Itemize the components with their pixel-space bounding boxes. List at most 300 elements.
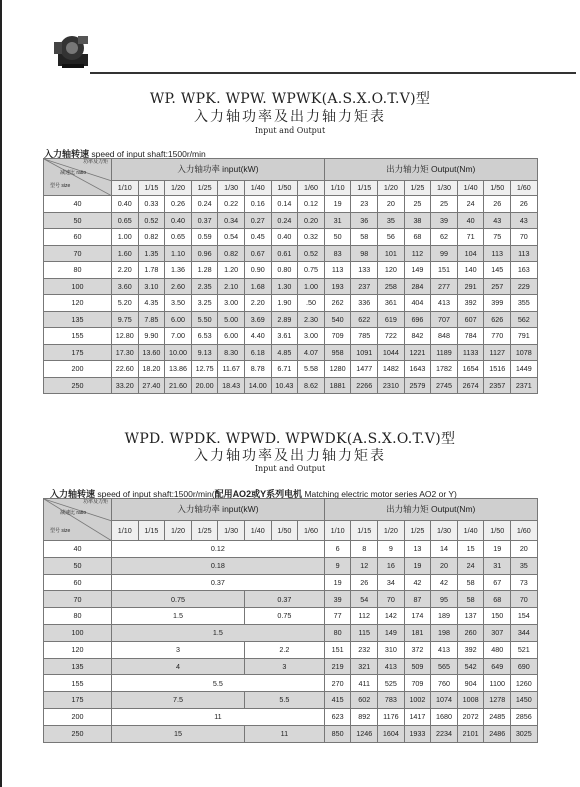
ratio-header-cell: 1/15 (351, 181, 378, 196)
input-cell: 20.00 (191, 377, 218, 394)
output-cell: 260 (457, 624, 484, 641)
table-row (44, 641, 538, 658)
output-cell: 68 (404, 229, 431, 246)
section2-subtitle: 入力轴功率及出力轴力矩表 (194, 448, 386, 464)
output-cell: 892 (351, 708, 378, 725)
ratio-header-cell: 1/40 (244, 521, 271, 541)
output-cell: 58 (351, 229, 378, 246)
output-cell: 2310 (378, 377, 405, 394)
output-cell: 54 (351, 591, 378, 608)
output-cell: 140 (457, 262, 484, 279)
table-row (44, 574, 538, 591)
input-cell: 8.30 (218, 344, 245, 361)
input-merged-cell: 11 (244, 725, 324, 742)
input-cell: 9.90 (138, 328, 165, 345)
table-row (44, 725, 538, 742)
input-cell: 2.20 (112, 262, 139, 279)
input-merged-cell: 0.37 (244, 591, 324, 608)
input-cell: 9.75 (112, 311, 139, 328)
output-cell: 1280 (324, 361, 351, 378)
input-cell: 0.82 (138, 229, 165, 246)
input-cell: 5.50 (191, 311, 218, 328)
section2-table (43, 498, 538, 743)
input-cell: 33.20 (112, 377, 139, 394)
output-cell: 2579 (404, 377, 431, 394)
output-cell: 696 (404, 311, 431, 328)
output-cell: 1221 (404, 344, 431, 361)
input-cell: 0.14 (271, 196, 298, 213)
output-cell: 1246 (351, 725, 378, 742)
output-cell: 1091 (351, 344, 378, 361)
output-cell: 115 (351, 624, 378, 641)
output-cell: 1133 (457, 344, 484, 361)
output-cell: 1782 (431, 361, 458, 378)
input-cell: 0.61 (271, 245, 298, 262)
input-cell: 7.00 (165, 328, 192, 345)
input-cell: 4.07 (298, 344, 325, 361)
input-merged-cell: 1.5 (112, 608, 245, 625)
output-cell: 24 (457, 557, 484, 574)
input-cell: 0.27 (244, 212, 271, 229)
output-cell: 770 (484, 328, 511, 345)
output-cell: 540 (324, 311, 351, 328)
output-cell: 722 (378, 328, 405, 345)
size-cell: 120 (44, 641, 112, 658)
size-cell: 200 (44, 361, 112, 378)
ratio-header-cell: 1/30 (218, 181, 245, 196)
output-cell: 73 (511, 574, 538, 591)
table-row (44, 278, 538, 295)
size-cell: 70 (44, 591, 112, 608)
output-cell: 1008 (457, 692, 484, 709)
output-cell: 3025 (511, 725, 538, 742)
output-cell: 112 (404, 245, 431, 262)
ratio-header-cell: 1/60 (511, 181, 538, 196)
ratio-header-cell: 1/20 (165, 181, 192, 196)
input-cell: 3.25 (191, 295, 218, 312)
section2-caption: 入力轴转速 speed of input shaft:1500r/min(配用AO2或Y系列电机 Matching electric motor series AO2 or Y) (50, 489, 457, 499)
input-merged-cell: 0.12 (112, 541, 325, 558)
output-cell: 1189 (431, 344, 458, 361)
output-cell: 50 (324, 229, 351, 246)
output-cell: 307 (484, 624, 511, 641)
output-cell: 68 (484, 591, 511, 608)
output-cell: 70 (378, 591, 405, 608)
output-cell: 480 (484, 641, 511, 658)
input-cell: 5.00 (218, 311, 245, 328)
ratio-header-cell: 1/10 (112, 521, 139, 541)
output-cell: 355 (511, 295, 538, 312)
table-row (44, 708, 538, 725)
input-cell: 11.67 (218, 361, 245, 378)
input-cell: 7.85 (138, 311, 165, 328)
output-cell: 2234 (431, 725, 458, 742)
output-cell: 2485 (484, 708, 511, 725)
input-cell: 2.30 (298, 311, 325, 328)
output-cell: 229 (511, 278, 538, 295)
input-cell: 0.65 (165, 229, 192, 246)
output-cell: 35 (378, 212, 405, 229)
input-merged-cell: 7.5 (112, 692, 245, 709)
table-row (44, 344, 538, 361)
output-cell: 310 (378, 641, 405, 658)
output-cell: 413 (431, 295, 458, 312)
output-cell: 16 (378, 557, 405, 574)
output-cell: 1176 (378, 708, 405, 725)
input-cell: 1.60 (112, 245, 139, 262)
diag-header: 功率及力矩 减速比 ratio 型号 size (44, 159, 112, 196)
output-cell: 9 (324, 557, 351, 574)
output-cell: 13 (404, 541, 431, 558)
input-cell: 3.00 (218, 295, 245, 312)
size-cell: 70 (44, 245, 112, 262)
output-cell: 104 (457, 245, 484, 262)
output-cell: 189 (431, 608, 458, 625)
output-cell: 120 (378, 262, 405, 279)
output-cell: 1482 (378, 361, 405, 378)
ratio-header-cell: 1/25 (191, 181, 218, 196)
ratio-header-cell: 1/20 (165, 521, 192, 541)
output-cell: 649 (484, 658, 511, 675)
output-cell: 20 (378, 196, 405, 213)
input-cell: 3.10 (138, 278, 165, 295)
output-cell: 1516 (484, 361, 511, 378)
output-cell: 1044 (378, 344, 405, 361)
output-cell: 83 (324, 245, 351, 262)
input-cell: 0.67 (244, 245, 271, 262)
ratio-header-cell: 1/10 (324, 521, 351, 541)
input-cell: 4.85 (271, 344, 298, 361)
output-cell: 1680 (431, 708, 458, 725)
output-cell: 2674 (457, 377, 484, 394)
output-cell: 257 (484, 278, 511, 295)
input-cell: 0.24 (191, 196, 218, 213)
output-cell: 87 (404, 591, 431, 608)
input-cell: 1.78 (138, 262, 165, 279)
output-cell: 284 (404, 278, 431, 295)
output-cell: 607 (457, 311, 484, 328)
input-cell: 0.24 (271, 212, 298, 229)
input-cell: 6.00 (218, 328, 245, 345)
input-merged-cell: 5.5 (112, 675, 325, 692)
output-cell: 399 (484, 295, 511, 312)
ratio-header-cell: 1/40 (457, 181, 484, 196)
input-cell: 0.26 (165, 196, 192, 213)
output-cell: 521 (511, 641, 538, 658)
output-cell: 19 (484, 541, 511, 558)
input-cell: 1.28 (191, 262, 218, 279)
input-cell: 14.00 (244, 377, 271, 394)
output-cell: 58 (457, 591, 484, 608)
output-cell: 40 (457, 212, 484, 229)
input-cell: 0.80 (271, 262, 298, 279)
size-cell: 175 (44, 344, 112, 361)
size-cell: 175 (44, 692, 112, 709)
ratio-header-cell: 1/20 (378, 181, 405, 196)
output-cell: 270 (324, 675, 351, 692)
section2-subtitle-en: Input and Output (254, 464, 326, 473)
output-cell: 25 (404, 196, 431, 213)
output-cell: 336 (351, 295, 378, 312)
output-cell: 542 (457, 658, 484, 675)
ratio-header-cell: 1/25 (191, 521, 218, 541)
input-cell: 1.90 (271, 295, 298, 312)
output-cell: 42 (431, 574, 458, 591)
output-cell: 39 (431, 212, 458, 229)
ratio-header-cell: 1/50 (484, 181, 511, 196)
output-cell: 565 (431, 658, 458, 675)
output-cell: 95 (431, 591, 458, 608)
output-cell: 848 (431, 328, 458, 345)
table-row (44, 675, 538, 692)
output-cell: 71 (457, 229, 484, 246)
table-row (44, 361, 538, 378)
input-cell: 2.89 (271, 311, 298, 328)
ratio-header-cell: 1/30 (431, 521, 458, 541)
output-cell: 626 (484, 311, 511, 328)
table-row (44, 245, 538, 262)
section1-subtitle-en: Input and Output (254, 126, 326, 135)
output-cell: 2745 (431, 377, 458, 394)
output-header: 出力轴力矩 Output(Nm) (324, 159, 537, 181)
output-cell: 80 (324, 624, 351, 641)
output-cell: 690 (511, 658, 538, 675)
output-cell: 1078 (511, 344, 538, 361)
output-header: 出力轴力矩 Output(Nm) (324, 499, 537, 521)
output-cell: 277 (431, 278, 458, 295)
output-cell: 413 (378, 658, 405, 675)
output-cell: 26 (484, 196, 511, 213)
input-merged-cell: 15 (112, 725, 245, 742)
output-cell: 20 (511, 541, 538, 558)
output-cell: 8 (351, 541, 378, 558)
ratio-header-cell: 1/60 (298, 181, 325, 196)
input-cell: 2.20 (244, 295, 271, 312)
output-cell: 70 (511, 229, 538, 246)
output-cell: 12 (351, 557, 378, 574)
table-row (44, 624, 538, 641)
input-cell: 2.10 (218, 278, 245, 295)
output-cell: 1450 (511, 692, 538, 709)
output-cell: 43 (484, 212, 511, 229)
output-cell: 509 (404, 658, 431, 675)
output-cell: 35 (511, 557, 538, 574)
output-cell: 151 (431, 262, 458, 279)
output-cell: 19 (324, 196, 351, 213)
output-cell: 562 (511, 311, 538, 328)
input-cell: 1.10 (165, 245, 192, 262)
output-cell: 262 (324, 295, 351, 312)
output-cell: 2072 (457, 708, 484, 725)
output-cell: 1260 (511, 675, 538, 692)
output-cell: 958 (324, 344, 351, 361)
output-cell: 361 (378, 295, 405, 312)
output-cell: 904 (457, 675, 484, 692)
output-cell: 42 (404, 574, 431, 591)
input-cell: 0.33 (138, 196, 165, 213)
input-cell: .50 (298, 295, 325, 312)
gearbox-logo-icon (52, 28, 92, 70)
output-cell: 145 (484, 262, 511, 279)
output-cell: 70 (511, 591, 538, 608)
input-cell: 12.80 (112, 328, 139, 345)
output-cell: 20 (431, 557, 458, 574)
input-header: 入力轴功率 input(kW) (112, 159, 325, 181)
input-cell: 10.43 (271, 377, 298, 394)
table-row (44, 541, 538, 558)
input-cell: 0.65 (112, 212, 139, 229)
input-cell: 1.36 (165, 262, 192, 279)
input-merged-cell: 0.75 (112, 591, 245, 608)
output-cell: 392 (457, 295, 484, 312)
input-cell: 6.00 (165, 311, 192, 328)
ratio-header-cell: 1/50 (271, 521, 298, 541)
output-cell: 19 (324, 574, 351, 591)
input-cell: 1.00 (298, 278, 325, 295)
input-cell: 0.16 (244, 196, 271, 213)
output-cell: 19 (404, 557, 431, 574)
output-cell: 149 (378, 624, 405, 641)
input-cell: 2.60 (165, 278, 192, 295)
output-cell: 6 (324, 541, 351, 558)
output-cell: 1100 (484, 675, 511, 692)
output-cell: 791 (511, 328, 538, 345)
output-cell: 58 (457, 574, 484, 591)
input-cell: 0.82 (218, 245, 245, 262)
table-row (44, 212, 538, 229)
size-cell: 80 (44, 262, 112, 279)
input-cell: 3.60 (112, 278, 139, 295)
output-cell: 31 (324, 212, 351, 229)
ratio-header-cell: 1/25 (404, 521, 431, 541)
input-cell: 3.61 (271, 328, 298, 345)
input-cell: 1.20 (218, 262, 245, 279)
size-cell: 60 (44, 574, 112, 591)
output-cell: 181 (404, 624, 431, 641)
output-cell: 142 (378, 608, 405, 625)
input-cell: 2.35 (191, 278, 218, 295)
output-cell: 113 (484, 245, 511, 262)
input-cell: 0.54 (218, 229, 245, 246)
output-cell: 219 (324, 658, 351, 675)
output-cell: 2486 (484, 725, 511, 742)
ratio-header-cell: 1/30 (218, 521, 245, 541)
output-cell: 525 (378, 675, 405, 692)
output-cell: 150 (484, 608, 511, 625)
size-cell: 100 (44, 624, 112, 641)
output-cell: 149 (404, 262, 431, 279)
input-cell: 0.90 (244, 262, 271, 279)
output-cell: 113 (511, 245, 538, 262)
output-cell: 1002 (404, 692, 431, 709)
output-cell: 411 (351, 675, 378, 692)
output-cell: 36 (351, 212, 378, 229)
output-cell: 404 (404, 295, 431, 312)
input-cell: 13.60 (138, 344, 165, 361)
ratio-header-cell: 1/20 (378, 521, 405, 541)
input-header: 入力轴功率 input(kW) (112, 499, 325, 521)
size-cell: 100 (44, 278, 112, 295)
input-merged-cell: 0.75 (244, 608, 324, 625)
output-cell: 1933 (404, 725, 431, 742)
output-cell: 24 (457, 196, 484, 213)
input-cell: 0.12 (298, 196, 325, 213)
ratio-header-cell: 1/50 (271, 181, 298, 196)
size-cell: 40 (44, 541, 112, 558)
output-cell: 1477 (351, 361, 378, 378)
output-cell: 133 (351, 262, 378, 279)
input-cell: 3.50 (165, 295, 192, 312)
input-cell: 5.20 (112, 295, 139, 312)
output-cell: 137 (457, 608, 484, 625)
output-cell: 842 (404, 328, 431, 345)
output-cell: 77 (324, 608, 351, 625)
input-cell: 9.13 (191, 344, 218, 361)
output-cell: 1643 (404, 361, 431, 378)
output-cell: 258 (378, 278, 405, 295)
size-cell: 135 (44, 311, 112, 328)
input-cell: 0.20 (298, 212, 325, 229)
input-cell: 8.78 (244, 361, 271, 378)
input-cell: 13.86 (165, 361, 192, 378)
input-cell: 1.00 (112, 229, 139, 246)
table-row (44, 295, 538, 312)
size-cell: 200 (44, 708, 112, 725)
output-cell: 344 (511, 624, 538, 641)
input-cell: 5.58 (298, 361, 325, 378)
ratio-header-cell: 1/40 (457, 521, 484, 541)
output-cell: 623 (324, 708, 351, 725)
output-cell: 372 (404, 641, 431, 658)
output-cell: 101 (378, 245, 405, 262)
output-cell: 99 (431, 245, 458, 262)
output-cell: 760 (431, 675, 458, 692)
ratio-header-cell: 1/15 (351, 521, 378, 541)
input-cell: 6.71 (271, 361, 298, 378)
output-cell: 619 (378, 311, 405, 328)
input-cell: 0.22 (218, 196, 245, 213)
output-cell: 1074 (431, 692, 458, 709)
output-cell: 784 (457, 328, 484, 345)
input-cell: 1.30 (271, 278, 298, 295)
size-cell: 250 (44, 725, 112, 742)
output-cell: 9 (378, 541, 405, 558)
output-cell: 43 (511, 212, 538, 229)
input-cell: 0.40 (112, 196, 139, 213)
output-cell: 850 (324, 725, 351, 742)
table-row (44, 658, 538, 675)
table-row (44, 262, 538, 279)
input-cell: 17.30 (112, 344, 139, 361)
ratio-header-cell: 1/40 (244, 181, 271, 196)
ratio-header-cell: 1/10 (324, 181, 351, 196)
input-cell: 6.53 (191, 328, 218, 345)
ratio-header-cell: 1/15 (138, 181, 165, 196)
ratio-header-cell: 1/60 (511, 521, 538, 541)
output-cell: 602 (351, 692, 378, 709)
size-cell: 60 (44, 229, 112, 246)
input-cell: 10.00 (165, 344, 192, 361)
input-merged-cell: 4 (112, 658, 245, 675)
output-cell: 193 (324, 278, 351, 295)
section1-table (43, 158, 538, 394)
input-cell: 18.43 (218, 377, 245, 394)
input-cell: 0.37 (191, 212, 218, 229)
size-cell: 50 (44, 557, 112, 574)
output-cell: 1449 (511, 361, 538, 378)
output-cell: 709 (324, 328, 351, 345)
ratio-header-cell: 1/50 (484, 521, 511, 541)
